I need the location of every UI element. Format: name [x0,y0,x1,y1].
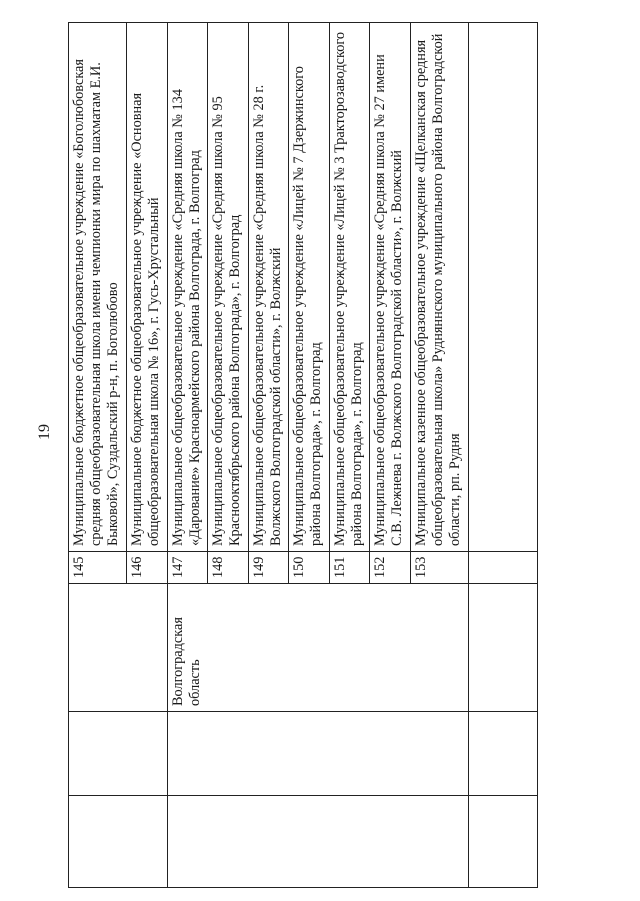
blank-cell [469,712,538,796]
row-number: 148 [208,552,249,584]
blank-cell [469,23,538,552]
blank-cell [69,796,168,888]
school-name: Муниципальное общеобразовательное учреждение «Средняя школа № 134 «Дарование» Красноармейского района Волгограда, г. Волгоград [167,23,208,552]
row-number: 150 [289,552,330,584]
blank-cell [167,712,468,796]
page-number: 19 [36,424,53,440]
school-name: Муниципальное общеобразовательное учреждение «Лицей № 7 Дзержинского района Волгограда», г. Волгоград [289,23,330,552]
blank-cell [469,584,538,712]
blank-cell [469,796,538,888]
schools-table [68,22,538,888]
school-name: Муниципальное общеобразовательное учреждение «Средняя школа № 27 имени С.В. Лежнева г. Волжского Волгоградской области», г. Волжский [370,23,411,552]
row-number: 152 [370,552,411,584]
row-number: 146 [127,552,168,584]
region-name: Волгоградская область [167,584,468,712]
row-number: 145 [69,552,127,584]
school-name: Муниципальное казенное общеобразовательное учреждение «Щелканская средняя общеобразовательная школа» Рудняннского муниципального района Волгоградской области, рп. Рудня [410,23,468,552]
school-name: Муниципальное общеобразовательное учреждение «Средняя школа № 28 г. Волжского Волгоградской области», г. Волжский [248,23,289,552]
row-number: 149 [248,552,289,584]
table-row [469,23,538,888]
row-number: 151 [329,552,370,584]
school-name: Муниципальное бюджетное общеобразовательное учреждение «Боголюбовская средняя общеобразовательная школа имени чемпионки мира по шахматам Е.И. Быковой», Суздальский р-н, п. Боголюбово [69,23,127,552]
school-name: Муниципальное общеобразовательное учреждение «Лицей № 3 Тракторозаводского района Волгограда», г. Волгоград [329,23,370,552]
row-number: 153 [410,552,468,584]
table-row [167,23,208,888]
blank-cell [469,552,538,584]
blank-cell [167,796,468,888]
table-row [69,23,127,888]
school-name: Муниципальное общеобразовательное учреждение «Средняя школа № 95 Краснооктябрьского района Волгограда», г. Волгоград [208,23,249,552]
blank-cell [69,712,168,796]
blank-cell [69,584,168,712]
school-name: Муниципальное бюджетное общеобразовательное учреждение «Основная общеобразовательная школа № 16», г. Гусь-Хрустальный [127,23,168,552]
row-number: 147 [167,552,208,584]
rotated-page [68,23,538,888]
